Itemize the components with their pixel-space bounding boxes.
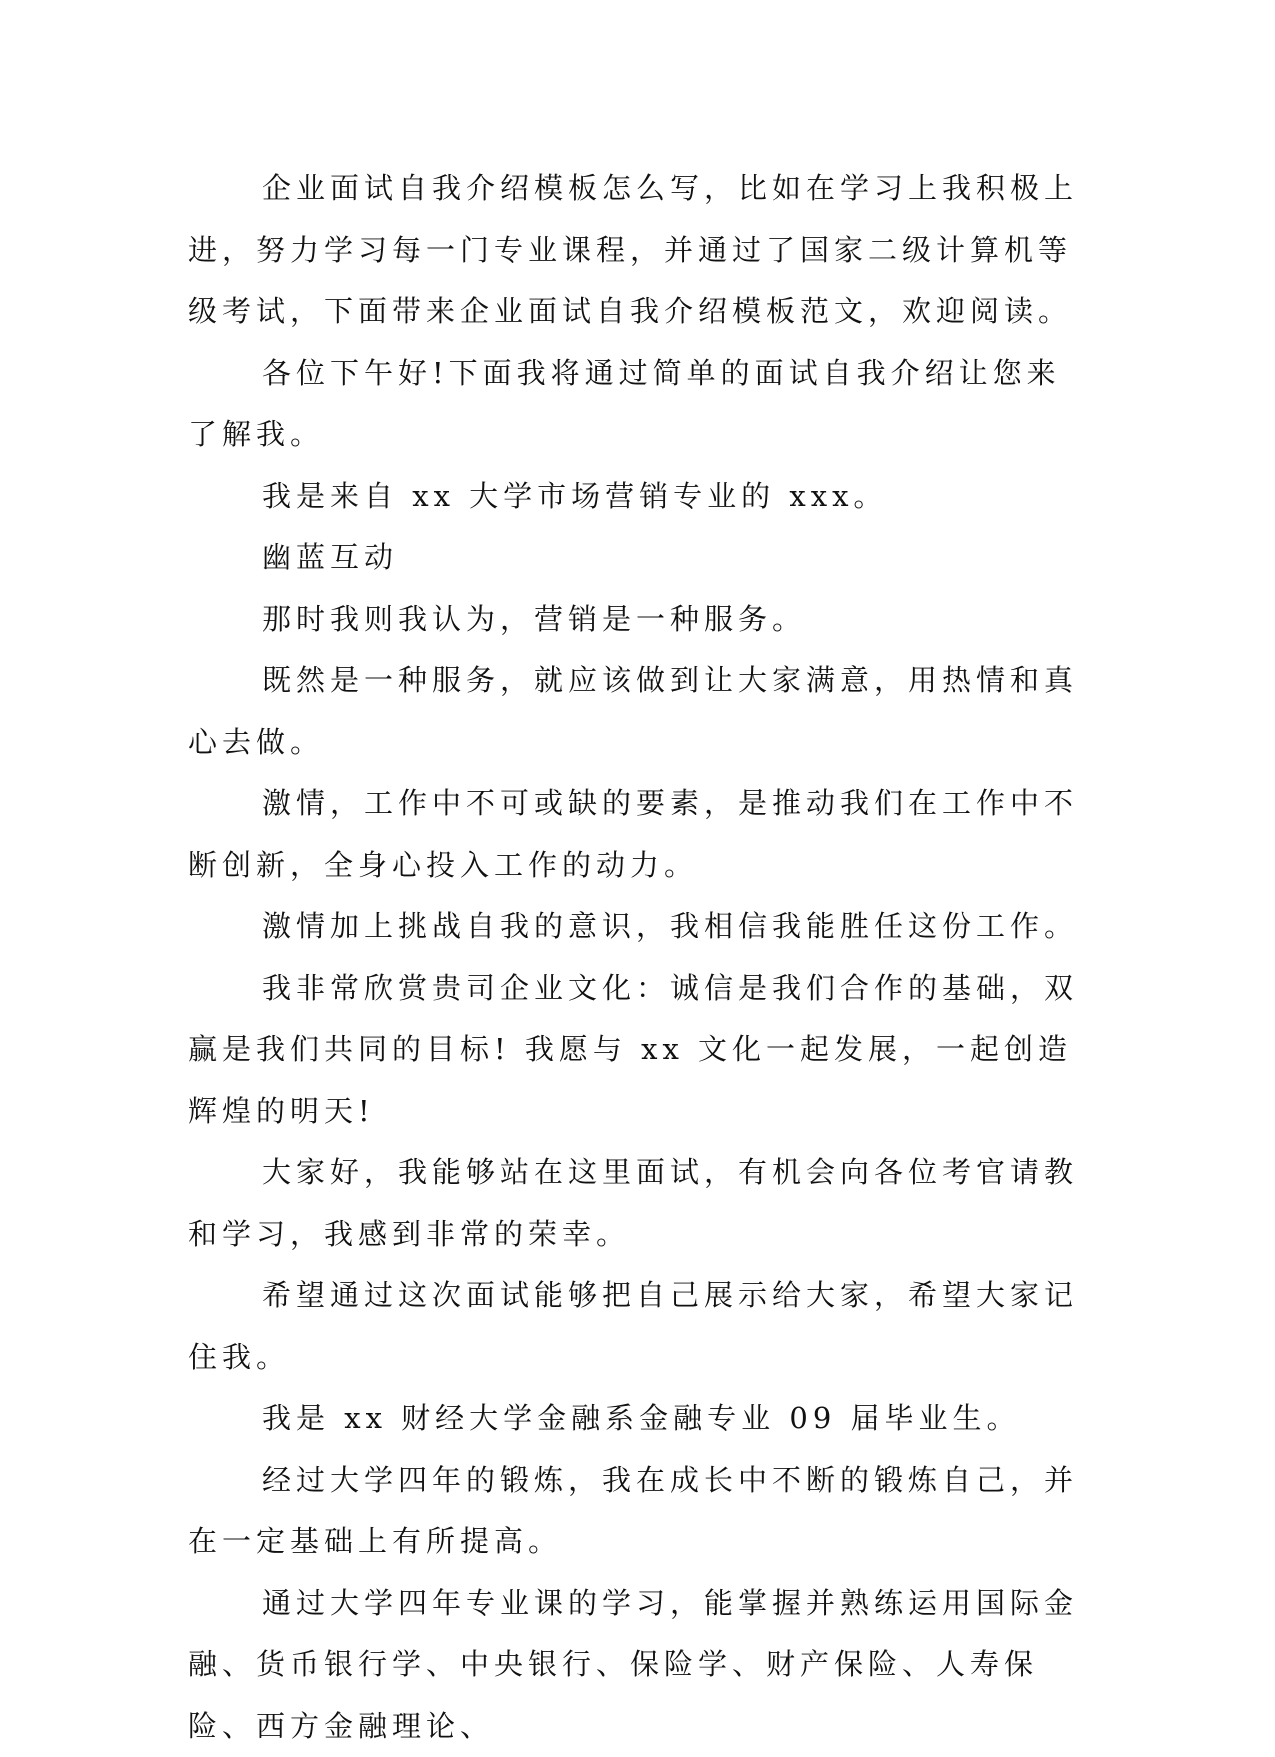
paragraph: 我是来自 xx 大学市场营销专业的 xxx。: [188, 466, 1088, 528]
paragraph: 那时我则我认为，营销是一种服务。: [188, 589, 1088, 651]
paragraph: 希望通过这次面试能够把自己展示给大家，希望大家记住我。: [188, 1265, 1088, 1388]
paragraph: 幽蓝互动: [188, 527, 1088, 589]
paragraph: 大家好，我能够站在这里面试，有机会向各位考官请教和学习，我感到非常的荣幸。: [188, 1142, 1088, 1265]
paragraph: 激情，工作中不可或缺的要素，是推动我们在工作中不断创新，全身心投入工作的动力。: [188, 773, 1088, 896]
paragraph: 各位下午好!下面我将通过简单的面试自我介绍让您来了解我。: [188, 343, 1088, 466]
paragraph: 企业面试自我介绍模板怎么写，比如在学习上我积极上进，努力学习每一门专业课程，并通过了国家二级计算机等级考试，下面带来企业面试自我介绍模板范文，欢迎阅读。: [188, 158, 1088, 343]
document-body: [188, 158, 1088, 1757]
paragraph: 通过大学四年专业课的学习，能掌握并熟练运用国际金融、货币银行学、中央银行、保险学、财产保险、人寿保险、西方金融理论、: [188, 1573, 1088, 1757]
paragraph: 我是 xx 财经大学金融系金融专业 09 届毕业生。: [188, 1388, 1088, 1450]
paragraph: 我非常欣赏贵司企业文化：诚信是我们合作的基础，双赢是我们共同的目标! 我愿与 xx 文化一起发展，一起创造辉煌的明天!: [188, 958, 1088, 1143]
paragraph: 经过大学四年的锻炼，我在成长中不断的锻炼自己，并在一定基础上有所提高。: [188, 1450, 1088, 1573]
paragraph: 激情加上挑战自我的意识，我相信我能胜任这份工作。: [188, 896, 1088, 958]
paragraph: 既然是一种服务，就应该做到让大家满意，用热情和真心去做。: [188, 650, 1088, 773]
